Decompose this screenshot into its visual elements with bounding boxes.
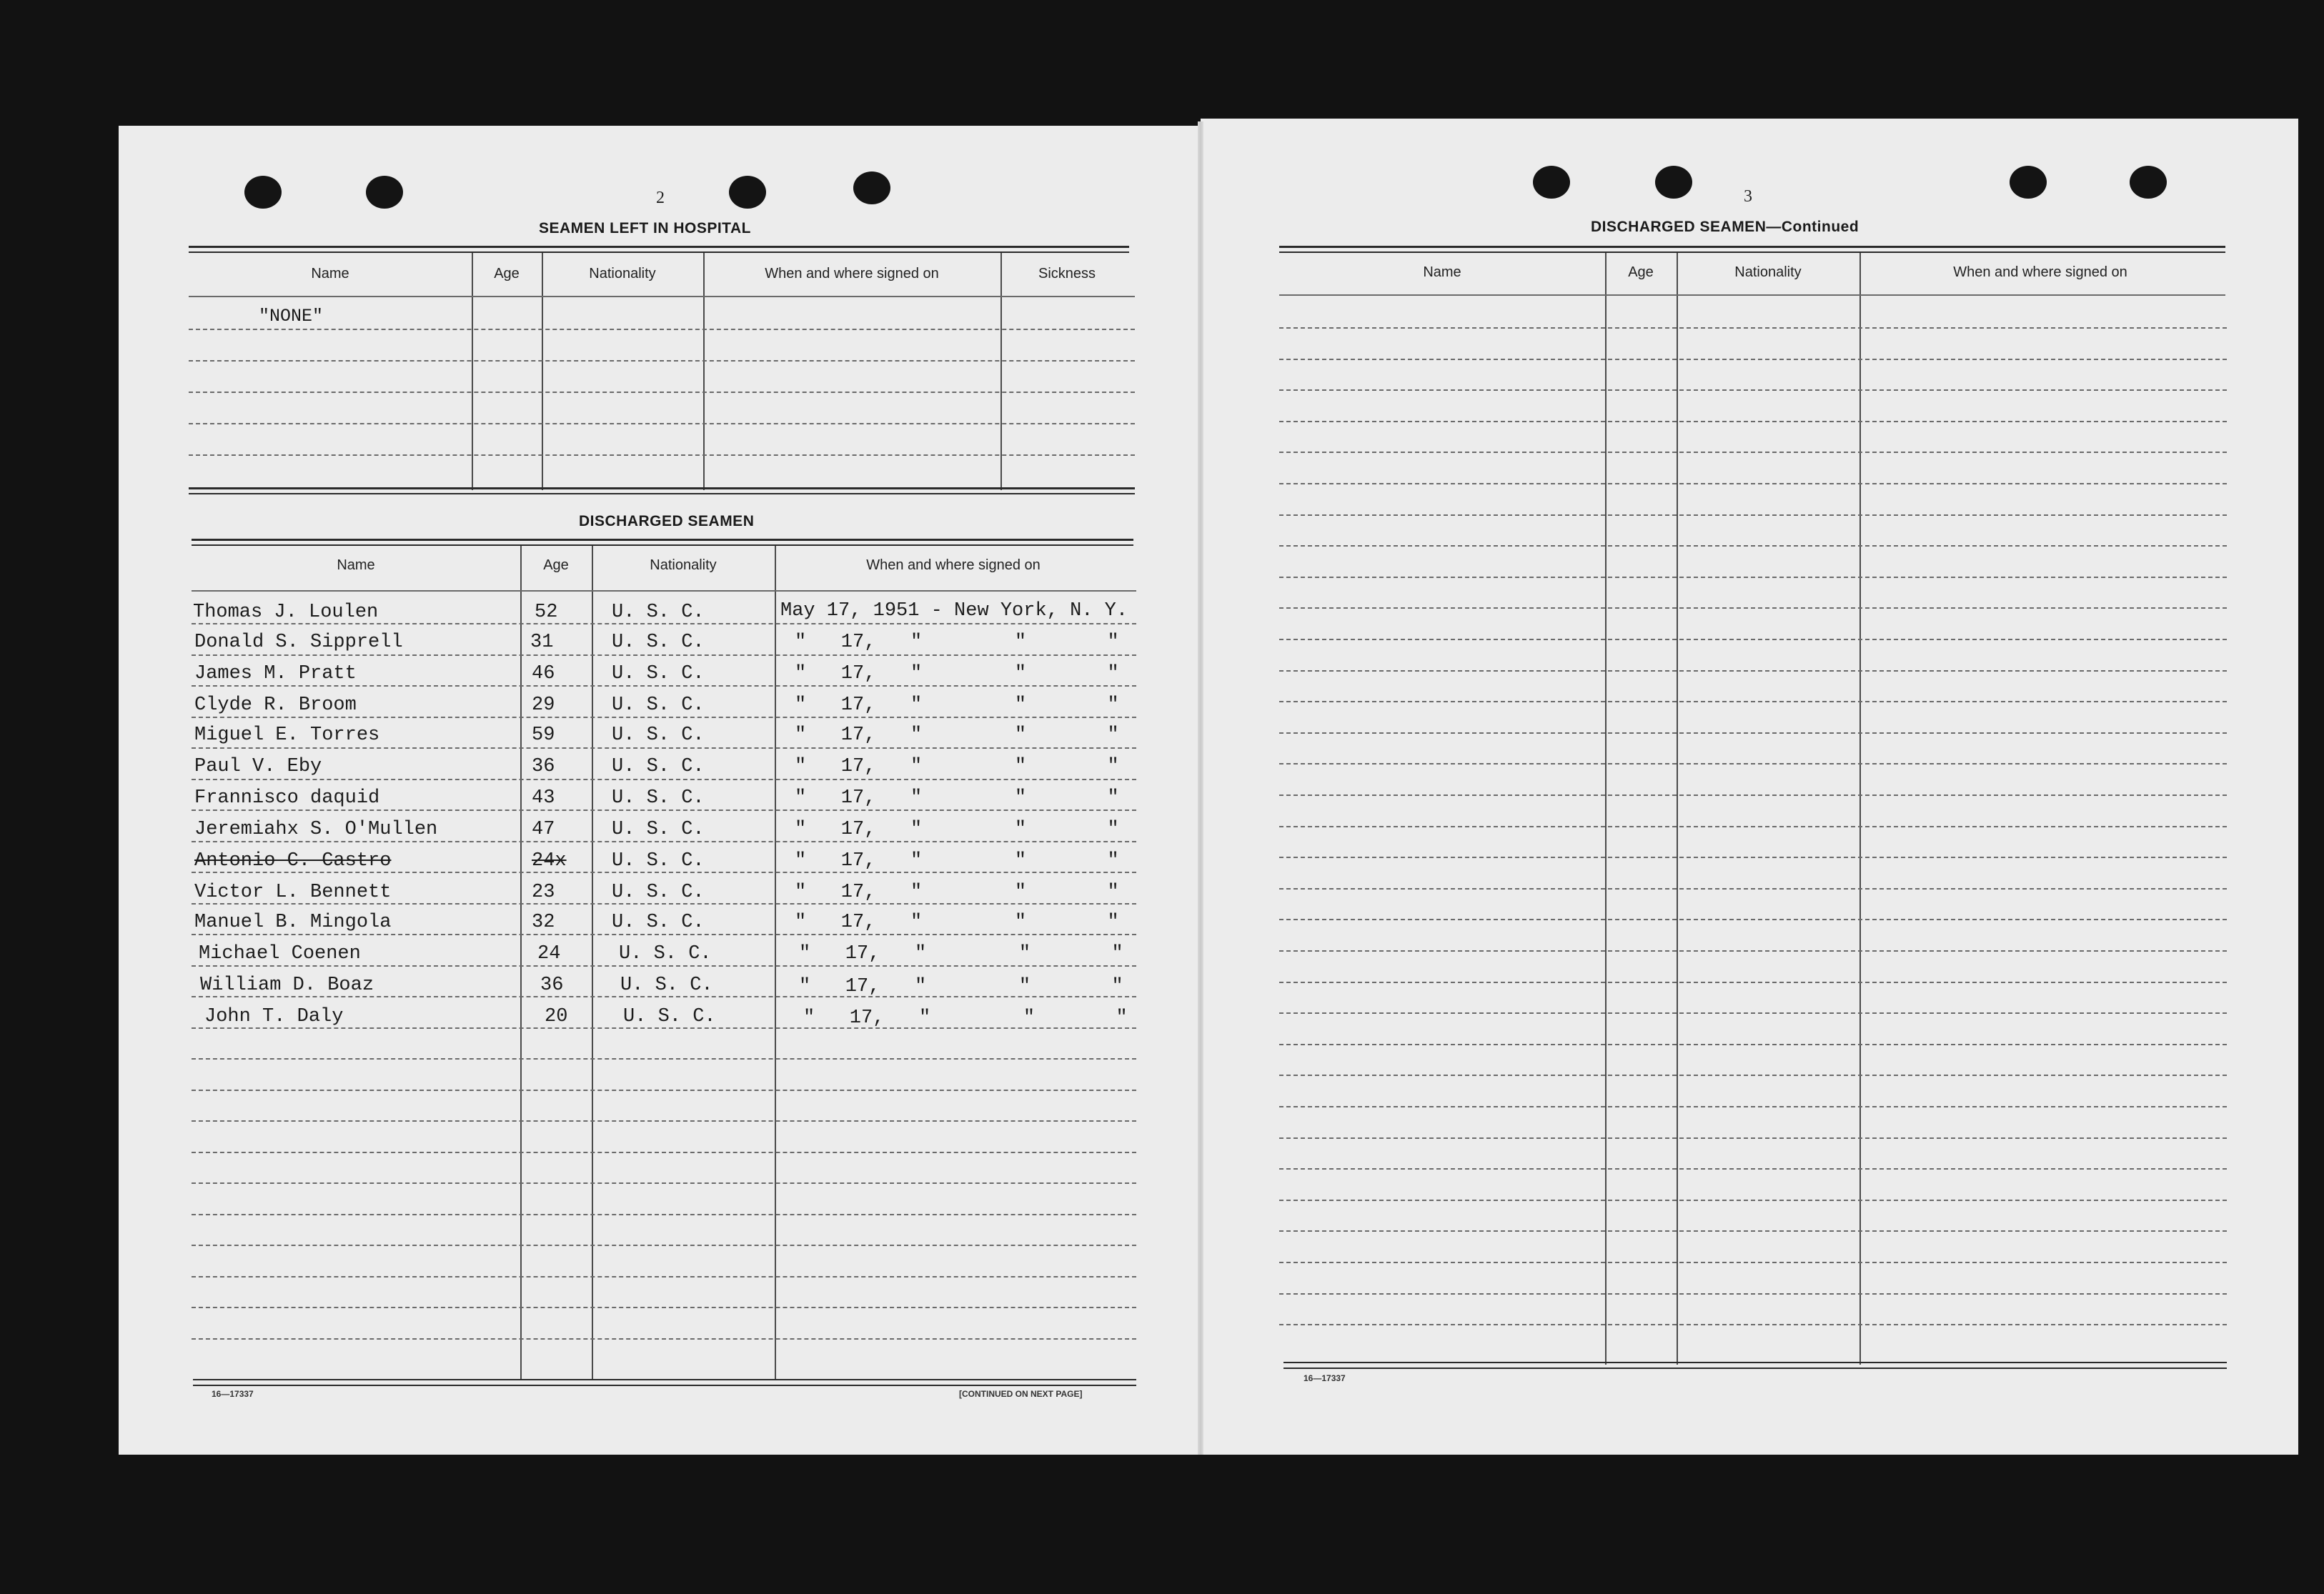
row-line <box>1279 888 2227 890</box>
section-rule <box>1279 246 2225 248</box>
seaman-nationality: U. S. C. <box>612 694 705 716</box>
section-rule <box>193 1385 1136 1386</box>
seaman-signed-on: " 17, " " " <box>795 724 1119 746</box>
column-header-name: Name <box>311 266 349 282</box>
seaman-age: 20 <box>545 1006 568 1027</box>
seaman-signed-on: " 17, " " " <box>795 819 1119 840</box>
seaman-signed-on: " 17, " " " <box>803 1007 1128 1029</box>
section-rule <box>1283 1368 2227 1369</box>
page-number: 3 <box>1744 187 1752 206</box>
seaman-nationality: U. S. C. <box>619 943 712 965</box>
column-header-signed-on: When and where signed on <box>866 557 1041 573</box>
hospital-section-title: SEAMEN LEFT IN HOSPITAL <box>539 220 751 236</box>
seaman-nationality: U. S. C. <box>612 850 705 872</box>
row-line <box>1279 701 2227 702</box>
seaman-name: Frannisco daquid <box>194 787 380 809</box>
row-line <box>192 1307 1136 1308</box>
seaman-age: 52 <box>535 602 558 623</box>
seaman-signed-on: " 17, " " " <box>795 787 1119 809</box>
row-line <box>192 685 1136 687</box>
row-line <box>1279 1044 2227 1045</box>
seaman-signed-on: " 17, " " " <box>795 756 1119 777</box>
seaman-name: Miguel E. Torres <box>194 724 380 746</box>
seaman-signed-on: " 17, " " " <box>795 694 1119 716</box>
seaman-nationality: U. S. C. <box>612 632 705 653</box>
row-line <box>192 1214 1136 1215</box>
row-line <box>1279 545 2227 547</box>
seaman-name: Thomas J. Loulen <box>193 602 379 623</box>
row-line <box>1279 857 2227 858</box>
seaman-signed-on: " 17, " " " <box>795 882 1119 903</box>
continued-note: [CONTINUED ON NEXT PAGE] <box>959 1389 1083 1399</box>
punch-hole <box>1655 166 1692 199</box>
punch-hole <box>1533 166 1570 199</box>
section-rule <box>189 246 1129 248</box>
header-rule <box>1279 294 2225 296</box>
seaman-age: 31 <box>530 632 554 653</box>
seaman-name: Manuel B. Mingola <box>194 912 392 933</box>
seaman-age: 36 <box>540 975 564 996</box>
row-line <box>192 747 1136 749</box>
row-line <box>1279 483 2227 484</box>
column-divider <box>1605 253 1607 1365</box>
row-line <box>1279 639 2227 640</box>
row-line <box>192 1276 1136 1277</box>
seaman-name: Jeremiahx S. O'Mullen <box>194 819 438 840</box>
row-line <box>192 1058 1136 1060</box>
row-line <box>1279 1012 2227 1014</box>
column-header-nationality: Nationality <box>650 557 717 573</box>
punch-hole <box>729 176 766 209</box>
seaman-age: 24 <box>537 943 561 965</box>
seaman-name: Paul V. Eby <box>194 756 322 777</box>
section-rule <box>193 1379 1136 1380</box>
row-line <box>1279 1262 2227 1263</box>
column-divider <box>775 546 776 1380</box>
column-divider <box>592 546 593 1380</box>
row-line <box>192 623 1136 624</box>
seaman-nationality: U. S. C. <box>623 1006 716 1027</box>
seaman-name: Michael Coenen <box>199 943 361 965</box>
row-line <box>1279 763 2227 764</box>
seaman-signed-on: " 17, " " " <box>799 943 1123 965</box>
form-code: 16—17337 <box>1303 1373 1346 1383</box>
seaman-age: 29 <box>532 694 555 716</box>
row-line <box>192 1338 1136 1340</box>
row-line <box>1279 1324 2227 1325</box>
seaman-age: 59 <box>532 724 555 746</box>
section-rule <box>192 539 1133 541</box>
row-line <box>189 329 1135 330</box>
row-line <box>192 1120 1136 1122</box>
row-line <box>1279 452 2227 453</box>
row-line <box>1279 1200 2227 1201</box>
column-header-signed-on: When and where signed on <box>1953 264 2127 280</box>
row-line <box>1279 670 2227 672</box>
row-line <box>1279 389 2227 391</box>
right-page <box>1201 119 2298 1455</box>
header-rule <box>189 296 1135 297</box>
row-line <box>192 717 1136 718</box>
seaman-name: Victor L. Bennett <box>194 882 392 903</box>
seaman-signed-on: " 17, " " " <box>795 912 1119 933</box>
row-line <box>1279 1230 2227 1232</box>
row-line <box>192 934 1136 935</box>
section-rule <box>189 251 1129 253</box>
page-fold <box>1198 121 1203 1455</box>
row-line <box>1279 577 2227 578</box>
row-line <box>1279 794 2227 796</box>
row-line <box>192 872 1136 873</box>
row-line <box>1279 1293 2227 1295</box>
column-header-nationality: Nationality <box>589 266 656 282</box>
row-line <box>1279 919 2227 920</box>
seaman-name: Donald S. Sipprell <box>194 632 403 653</box>
seaman-name: Clyde R. Broom <box>194 694 357 716</box>
row-line <box>189 454 1135 456</box>
row-line <box>192 1152 1136 1153</box>
row-line <box>192 654 1136 656</box>
seaman-name-struck: Antonio C. Castro <box>194 850 392 872</box>
row-line <box>189 392 1135 393</box>
seaman-name: John T. Daly <box>204 1006 344 1027</box>
punch-hole <box>853 171 890 204</box>
punch-hole <box>366 176 403 209</box>
row-line <box>1279 826 2227 827</box>
row-line <box>1279 1168 2227 1170</box>
row-line <box>1279 1075 2227 1076</box>
row-line <box>192 1245 1136 1246</box>
row-line <box>1279 359 2227 360</box>
seaman-nationality: U. S. C. <box>612 882 705 903</box>
column-header-name: Name <box>337 557 375 573</box>
column-header-age: Age <box>543 557 569 573</box>
page-number: 2 <box>656 189 665 207</box>
section-rule <box>189 493 1135 494</box>
column-header-nationality: Nationality <box>1734 264 1802 280</box>
row-line <box>192 779 1136 780</box>
section-rule <box>192 544 1133 546</box>
form-code: 16—17337 <box>212 1389 254 1399</box>
seaman-age: 47 <box>532 819 555 840</box>
row-line <box>1279 950 2227 952</box>
punch-hole <box>2010 166 2047 199</box>
section-rule <box>189 487 1135 489</box>
seaman-nationality: U. S. C. <box>612 912 705 933</box>
row-line <box>189 360 1135 362</box>
row-line <box>1279 607 2227 609</box>
seaman-signed-on: " 17, " " " <box>799 976 1123 997</box>
column-header-name: Name <box>1423 264 1461 280</box>
seaman-nationality: U. S. C. <box>612 787 705 809</box>
seaman-signed-on: " 17, " " " <box>795 632 1119 653</box>
row-line <box>192 810 1136 811</box>
row-line <box>1279 327 2227 329</box>
column-header-age: Age <box>1628 264 1654 280</box>
seaman-age: 43 <box>532 787 555 809</box>
punch-hole <box>244 176 282 209</box>
seaman-name: James M. Pratt <box>194 663 357 684</box>
discharged-section-title: DISCHARGED SEAMEN <box>579 513 755 529</box>
seaman-nationality: U. S. C. <box>612 663 705 684</box>
row-line <box>192 841 1136 842</box>
seaman-age: 23 <box>532 882 555 903</box>
seaman-age: 32 <box>532 912 555 933</box>
column-header-sickness: Sickness <box>1038 266 1096 282</box>
seaman-nationality: U. S. C. <box>612 724 705 746</box>
hospital-entry: "NONE" <box>259 306 324 327</box>
section-rule <box>1283 1362 2227 1363</box>
row-line <box>1279 514 2227 516</box>
column-divider <box>1677 253 1678 1365</box>
row-line <box>192 965 1136 967</box>
column-divider <box>520 546 522 1380</box>
seaman-age: 24x <box>532 850 567 872</box>
seaman-nationality: U. S. C. <box>612 756 705 777</box>
seaman-age: 46 <box>532 663 555 684</box>
row-line <box>1279 421 2227 422</box>
seaman-nationality: U. S. C. <box>612 819 705 840</box>
seaman-signed-on: " 17, " " " <box>795 850 1119 872</box>
header-rule <box>192 590 1136 592</box>
seaman-nationality: U. S. C. <box>620 975 713 996</box>
row-line <box>192 1182 1136 1184</box>
seaman-signed-on: " 17, " " " <box>795 663 1119 684</box>
seaman-age: 36 <box>532 756 555 777</box>
row-line <box>1279 1137 2227 1139</box>
punch-hole <box>2130 166 2167 199</box>
row-line <box>192 1090 1136 1091</box>
right-section-title: DISCHARGED SEAMEN—Continued <box>1591 219 1859 235</box>
seaman-signed-on: May 17, 1951 - New York, N. Y. <box>780 600 1128 622</box>
column-header-signed-on: When and where signed on <box>765 266 939 282</box>
row-line <box>1279 982 2227 983</box>
column-divider <box>1859 253 1861 1365</box>
seaman-nationality: U. S. C. <box>612 602 705 623</box>
row-line <box>189 423 1135 424</box>
column-header-age: Age <box>494 266 520 282</box>
section-rule <box>1279 251 2225 253</box>
row-line <box>1279 732 2227 734</box>
row-line <box>1279 1106 2227 1107</box>
seaman-name: William D. Boaz <box>200 975 374 996</box>
